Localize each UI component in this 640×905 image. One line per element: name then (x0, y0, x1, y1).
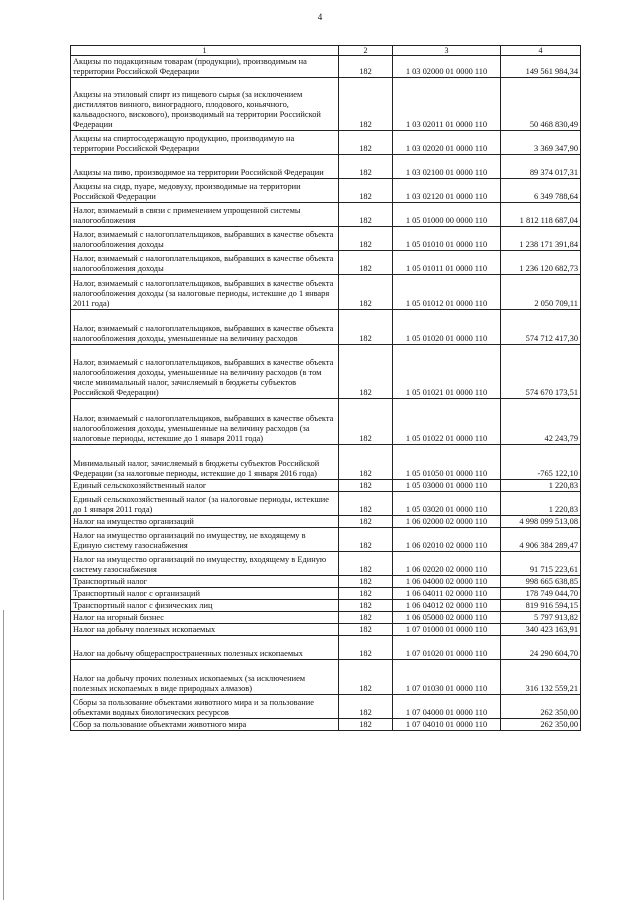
row-budget-code-cell: 1 05 03000 01 0000 110 (393, 480, 501, 492)
row-budget-code-cell: 1 07 04010 01 0000 110 (393, 719, 501, 731)
row-budget-code-cell: 1 07 01030 01 0000 110 (393, 660, 501, 695)
row-amount-cell: 178 749 044,70 (501, 588, 581, 600)
page-number: 4 (317, 12, 323, 22)
table-row (71, 227, 581, 251)
row-amount-cell: 1 236 120 682,73 (501, 251, 581, 275)
row-budget-code-cell: 1 06 05000 02 0000 110 (393, 612, 501, 624)
row-name-cell: Акцизы на спиртосодержащую продукцию, производимую на территории Российской Федерации (71, 131, 339, 155)
row-budget-code-cell: 1 06 04000 02 0000 110 (393, 576, 501, 588)
row-amount-cell: 1 238 171 391,84 (501, 227, 581, 251)
row-name-cell: Транспортный налог (71, 576, 339, 588)
row-budget-code-cell: 1 05 01011 01 0000 110 (393, 251, 501, 275)
row-budget-code-cell: 1 05 03020 01 0000 110 (393, 492, 501, 516)
row-name-cell: Налог на игорный бизнес (71, 612, 339, 624)
row-name-cell: Налог на добычу общераспространенных полезных ископаемых (71, 636, 339, 660)
row-name-cell: Единый сельскохозяйственный налог (за налоговые периоды, истекшие до 1 января 2011 года) (71, 492, 339, 516)
row-amount-cell: 42 243,79 (501, 399, 581, 445)
row-admin-code-cell: 182 (339, 131, 393, 155)
column-header-1: 1 (71, 46, 339, 56)
row-budget-code-cell: 1 03 02100 01 0000 110 (393, 155, 501, 179)
table-row (71, 660, 581, 695)
table-row (71, 203, 581, 227)
row-amount-cell: 998 665 638,85 (501, 576, 581, 588)
table-row (71, 445, 581, 480)
table-row (71, 310, 581, 345)
row-admin-code-cell: 182 (339, 660, 393, 695)
scan-edge-line (3, 610, 4, 900)
row-name-cell: Акцизы на сидр, пуаре, медовуху, производимые на территории Российской Федерации (71, 179, 339, 203)
row-amount-cell: 262 350,00 (501, 695, 581, 719)
row-amount-cell: 4 998 099 513,08 (501, 516, 581, 528)
row-name-cell: Налог, взимаемый с налогоплательщиков, выбравших в качестве объекта налогообложения доходы, уменьшенные на величину расходов (за налоговые периоды, истекшие до 1 января 2011 года) (71, 399, 339, 445)
row-admin-code-cell: 182 (339, 600, 393, 612)
row-amount-cell: 89 374 017,31 (501, 155, 581, 179)
row-admin-code-cell: 182 (339, 576, 393, 588)
row-admin-code-cell: 182 (339, 612, 393, 624)
row-name-cell: Налог на имущество организаций (71, 516, 339, 528)
row-amount-cell: 2 050 709,11 (501, 275, 581, 310)
row-budget-code-cell: 1 05 01022 01 0000 110 (393, 399, 501, 445)
table-row (71, 552, 581, 576)
row-amount-cell: 819 916 594,15 (501, 600, 581, 612)
row-admin-code-cell: 182 (339, 56, 393, 78)
row-budget-code-cell: 1 05 01021 01 0000 110 (393, 345, 501, 399)
table-row (71, 636, 581, 660)
row-admin-code-cell: 182 (339, 480, 393, 492)
row-name-cell: Минимальный налог, зачисляемый в бюджеты субъектов Российской Федерации (за налоговые периоды, истекшие до 1 января 2016 года) (71, 445, 339, 480)
row-admin-code-cell: 182 (339, 552, 393, 576)
table-row (71, 528, 581, 552)
row-admin-code-cell: 182 (339, 492, 393, 516)
row-admin-code-cell: 182 (339, 227, 393, 251)
table-row (71, 275, 581, 310)
table-row (71, 492, 581, 516)
row-amount-cell: 262 350,00 (501, 719, 581, 731)
table-row (71, 588, 581, 600)
row-admin-code-cell: 182 (339, 624, 393, 636)
row-budget-code-cell: 1 05 01050 01 0000 110 (393, 445, 501, 480)
table-row (71, 179, 581, 203)
row-amount-cell: 50 468 830,49 (501, 78, 581, 131)
table-row (71, 399, 581, 445)
row-name-cell: Акцизы по подакцизным товарам (продукции), производимым на территории Российской Федерации (71, 56, 339, 78)
row-name-cell: Налог на имущество организаций по имуществу, не входящему в Единую систему газоснабжения (71, 528, 339, 552)
table-row (71, 56, 581, 78)
row-budget-code-cell: 1 07 01000 01 0000 110 (393, 624, 501, 636)
table-row (71, 624, 581, 636)
row-budget-code-cell: 1 03 02011 01 0000 110 (393, 78, 501, 131)
table-row (71, 480, 581, 492)
row-admin-code-cell: 182 (339, 636, 393, 660)
row-name-cell: Налог, взимаемый с налогоплательщиков, выбравших в качестве объекта налогообложения доходы (71, 227, 339, 251)
row-admin-code-cell: 182 (339, 588, 393, 600)
row-amount-cell: 149 561 984,34 (501, 56, 581, 78)
column-header-4: 4 (501, 46, 581, 56)
row-admin-code-cell: 182 (339, 528, 393, 552)
row-budget-code-cell: 1 05 01000 00 0000 110 (393, 203, 501, 227)
row-budget-code-cell: 1 03 02000 01 0000 110 (393, 56, 501, 78)
row-amount-cell: 6 349 788,64 (501, 179, 581, 203)
row-amount-cell: 574 712 417,30 (501, 310, 581, 345)
header-row (71, 46, 581, 56)
row-admin-code-cell: 182 (339, 399, 393, 445)
table-header (71, 46, 581, 56)
table-row (71, 695, 581, 719)
table-row (71, 131, 581, 155)
table-row (71, 155, 581, 179)
table-row (71, 612, 581, 624)
row-budget-code-cell: 1 06 04012 02 0000 110 (393, 600, 501, 612)
table-row (71, 345, 581, 399)
row-budget-code-cell: 1 07 04000 01 0000 110 (393, 695, 501, 719)
row-budget-code-cell: 1 05 01020 01 0000 110 (393, 310, 501, 345)
row-admin-code-cell: 182 (339, 516, 393, 528)
table-row (71, 251, 581, 275)
row-amount-cell: 1 812 118 687,04 (501, 203, 581, 227)
row-name-cell: Налог, взимаемый в связи с применением упрощенной системы налогообложения (71, 203, 339, 227)
row-name-cell: Налог на добычу полезных ископаемых (71, 624, 339, 636)
row-amount-cell: 24 290 604,70 (501, 636, 581, 660)
column-header-2: 2 (339, 46, 393, 56)
row-name-cell: Сбор за пользование объектами животного мира (71, 719, 339, 731)
table-row (71, 719, 581, 731)
table-row (71, 600, 581, 612)
row-name-cell: Единый сельскохозяйственный налог (71, 480, 339, 492)
row-budget-code-cell: 1 06 04011 02 0000 110 (393, 588, 501, 600)
row-amount-cell: 91 715 223,61 (501, 552, 581, 576)
row-name-cell: Сборы за пользование объектами животного мира и за пользование объектами водных биологических ресурсов (71, 695, 339, 719)
row-name-cell: Акцизы на пиво, производимое на территории Российской Федерации (71, 155, 339, 179)
row-admin-code-cell: 182 (339, 345, 393, 399)
row-admin-code-cell: 182 (339, 179, 393, 203)
row-amount-cell: 5 797 913,82 (501, 612, 581, 624)
row-admin-code-cell: 182 (339, 275, 393, 310)
row-budget-code-cell: 1 03 02020 01 0000 110 (393, 131, 501, 155)
column-header-3: 3 (393, 46, 501, 56)
row-name-cell: Налог на имущество организаций по имуществу, входящему в Единую систему газоснабжения (71, 552, 339, 576)
row-admin-code-cell: 182 (339, 203, 393, 227)
table-row (71, 516, 581, 528)
row-admin-code-cell: 182 (339, 719, 393, 731)
row-budget-code-cell: 1 06 02000 02 0000 110 (393, 516, 501, 528)
table-row (71, 576, 581, 588)
row-name-cell: Налог на добычу прочих полезных ископаемых (за исключением полезных ископаемых в виде природных алмазов) (71, 660, 339, 695)
row-amount-cell: 316 132 559,21 (501, 660, 581, 695)
row-amount-cell: 1 220,83 (501, 492, 581, 516)
revenue-table (70, 45, 581, 731)
row-amount-cell: -765 122,10 (501, 445, 581, 480)
row-admin-code-cell: 182 (339, 78, 393, 131)
row-admin-code-cell: 182 (339, 445, 393, 480)
row-amount-cell: 3 369 347,90 (501, 131, 581, 155)
row-budget-code-cell: 1 05 01012 01 0000 110 (393, 275, 501, 310)
row-budget-code-cell: 1 06 02010 02 0000 110 (393, 528, 501, 552)
row-amount-cell: 340 423 163,91 (501, 624, 581, 636)
row-name-cell: Акцизы на этиловый спирт из пищевого сырья (за исключением дистиллятов винного, виноградного, плодового, коньячного, кальвадосного, вискового), производимый на территории Российской Федерации (71, 78, 339, 131)
row-name-cell: Налог, взимаемый с налогоплательщиков, выбравших в качестве объекта налогообложения доходы, уменьшенные на величину расходов (в том числе минимальный налог, зачисляемый в бюджеты субъектов Российской Федерации) (71, 345, 339, 399)
row-name-cell: Налог, взимаемый с налогоплательщиков, выбравших в качестве объекта налогообложения доходы (за налоговые периоды, истекшие до 1 января 2011 года) (71, 275, 339, 310)
row-budget-code-cell: 1 05 01010 01 0000 110 (393, 227, 501, 251)
row-amount-cell: 574 670 173,51 (501, 345, 581, 399)
row-budget-code-cell: 1 07 01020 01 0000 110 (393, 636, 501, 660)
row-admin-code-cell: 182 (339, 251, 393, 275)
row-admin-code-cell: 182 (339, 310, 393, 345)
row-name-cell: Транспортный налог с организаций (71, 588, 339, 600)
row-name-cell: Транспортный налог с физических лиц (71, 600, 339, 612)
row-name-cell: Налог, взимаемый с налогоплательщиков, выбравших в качестве объекта налогообложения доходы, уменьшенные на величину расходов (71, 310, 339, 345)
row-amount-cell: 1 220,83 (501, 480, 581, 492)
row-budget-code-cell: 1 06 02020 02 0000 110 (393, 552, 501, 576)
row-admin-code-cell: 182 (339, 695, 393, 719)
row-admin-code-cell: 182 (339, 155, 393, 179)
row-amount-cell: 4 906 384 289,47 (501, 528, 581, 552)
row-name-cell: Налог, взимаемый с налогоплательщиков, выбравших в качестве объекта налогообложения доходы (71, 251, 339, 275)
table-body (71, 56, 581, 731)
table-row (71, 78, 581, 131)
row-budget-code-cell: 1 03 02120 01 0000 110 (393, 179, 501, 203)
